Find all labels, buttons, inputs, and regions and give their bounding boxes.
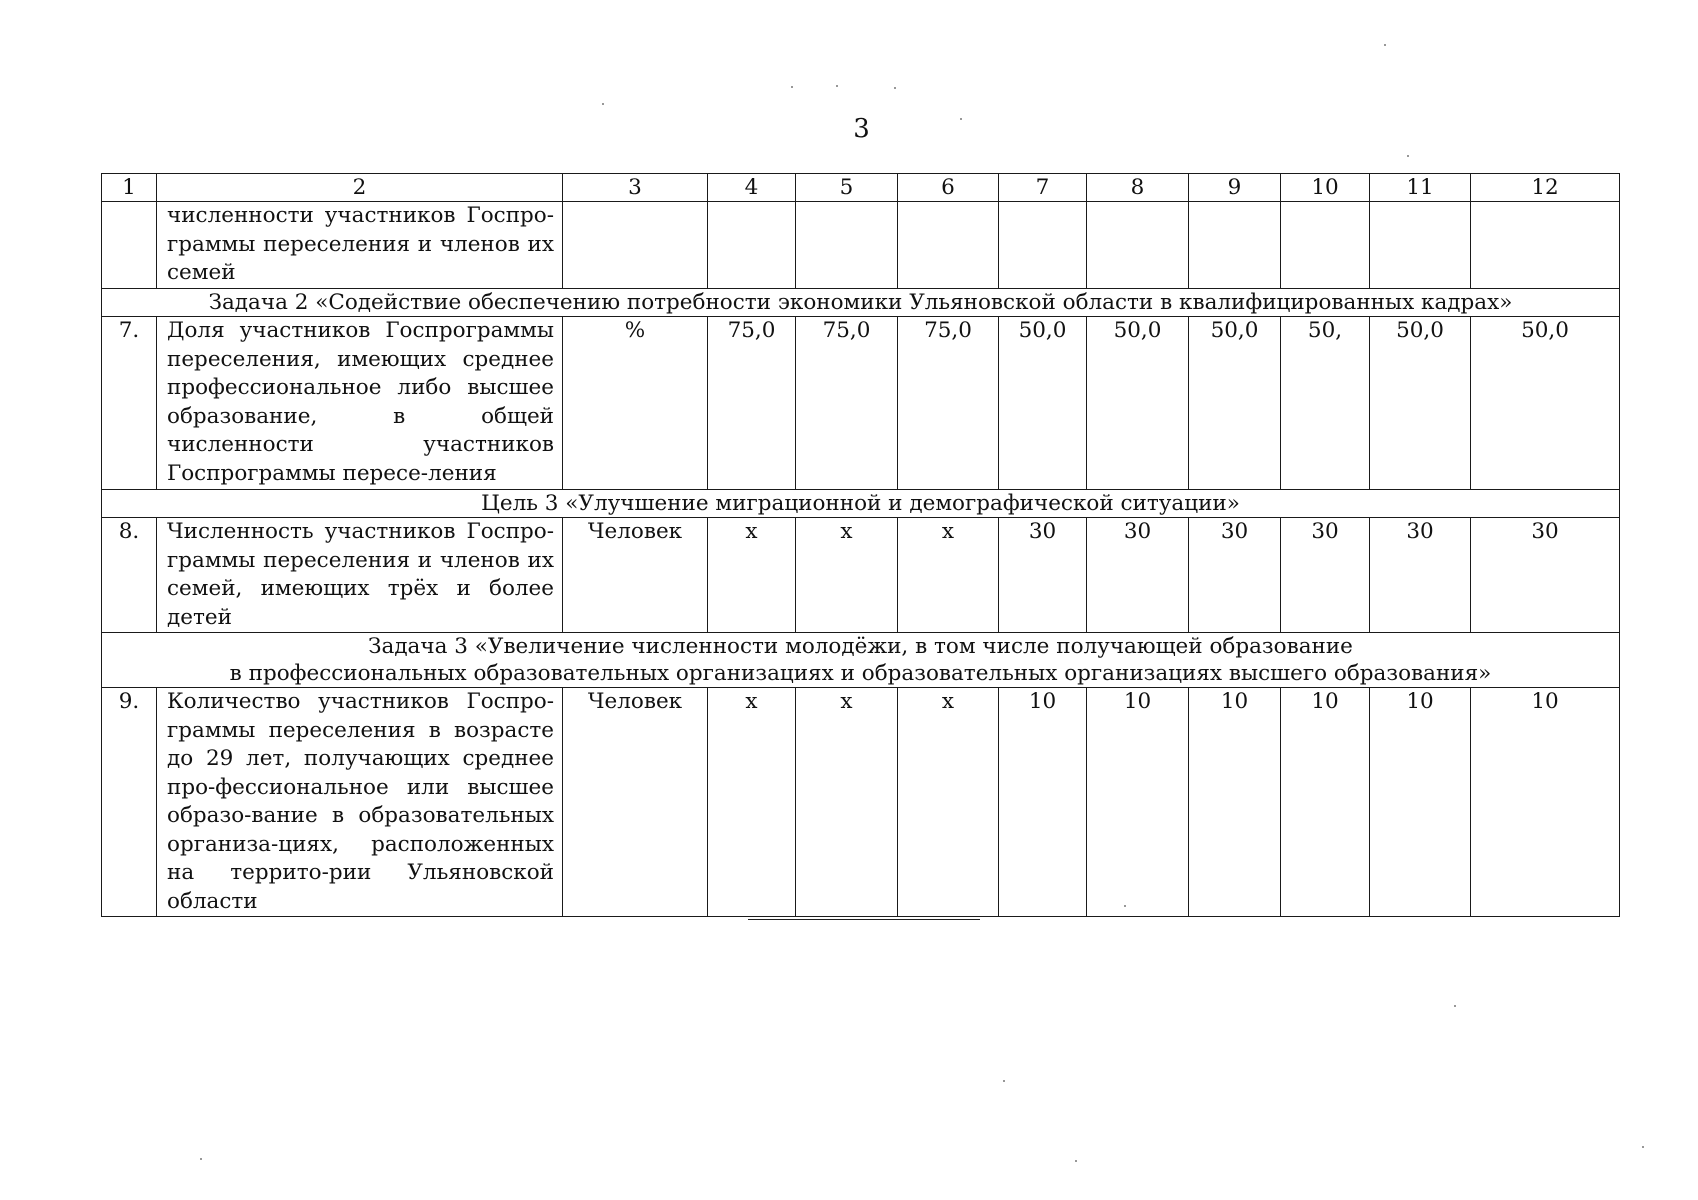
unit-cell: % (563, 317, 708, 490)
table-row-8 (102, 518, 1620, 633)
value-cell: х (796, 518, 898, 633)
table-cell (1281, 202, 1370, 289)
section-heading-row (102, 633, 1620, 688)
scan-speck (894, 87, 896, 89)
scan-speck (960, 118, 962, 120)
value-cell: 30 (1370, 518, 1471, 633)
value-cell: 10 (1471, 688, 1620, 917)
scan-speck (1003, 1080, 1005, 1082)
table-cell (1370, 202, 1471, 289)
indicator-description: Количество участников Госпро-граммы переселения в возрасте до 29 лет, получающих среднее про-фессиональное или высшее образо-вание в образовательных организа-циях, расположенных на террито-рии Ульяновской области (157, 688, 563, 917)
value-cell: 50,0 (999, 317, 1087, 490)
page-number: 3 (853, 114, 871, 144)
value-cell: х (898, 518, 999, 633)
unit-cell: Человек (563, 518, 708, 633)
unit-cell: Человек (563, 688, 708, 917)
indicator-description: Численность участников Госпро-граммы переселения и членов их семей, имеющих трёх и более детей (157, 518, 563, 633)
scan-speck (1384, 44, 1386, 46)
table-cell (796, 202, 898, 289)
table-cell (898, 202, 999, 289)
column-header: 8 (1087, 174, 1189, 202)
scan-speck (1075, 1160, 1077, 1162)
value-cell: 75,0 (708, 317, 796, 490)
table-cell (708, 202, 796, 289)
column-header: 1 (102, 174, 157, 202)
indicator-description: численности участников Госпро-граммы переселения и членов их семей (157, 202, 563, 289)
table-cell (1087, 202, 1189, 289)
table-row-9 (102, 688, 1620, 917)
closing-rule (748, 919, 980, 920)
row-number: 7. (102, 317, 157, 490)
value-cell: 75,0 (898, 317, 999, 490)
section-heading-row (102, 490, 1620, 518)
value-cell: 50,0 (1471, 317, 1620, 490)
table-row-7 (102, 317, 1620, 490)
value-cell: х (708, 518, 796, 633)
table-cell (1471, 202, 1620, 289)
value-cell: 30 (1471, 518, 1620, 633)
scan-speck (1642, 1146, 1644, 1148)
value-cell: 50, (1281, 317, 1370, 490)
indicators-table (101, 173, 1620, 917)
continuation-row (102, 202, 1620, 289)
value-cell: х (708, 688, 796, 917)
column-header: 10 (1281, 174, 1370, 202)
task3-heading-line2: в профессиональных образовательных организациях и образовательных организациях высшего образования» (229, 661, 1492, 686)
column-header: 9 (1189, 174, 1281, 202)
task2-heading: Задача 2 «Содействие обеспечению потребности экономики Ульяновской области в квалифицированных кадрах» (102, 289, 1620, 317)
column-header: 11 (1370, 174, 1471, 202)
task3-heading-line1: Задача 3 «Увеличение численности молодёжи, в том числе получающей образование (368, 634, 1353, 659)
scan-speck (836, 85, 838, 87)
value-cell: 10 (1189, 688, 1281, 917)
value-cell: 75,0 (796, 317, 898, 490)
scan-speck (1454, 1005, 1456, 1007)
section-heading-row (102, 289, 1620, 317)
scan-speck (1124, 905, 1126, 907)
column-header: 12 (1471, 174, 1620, 202)
value-cell: х (898, 688, 999, 917)
value-cell: 50,0 (1087, 317, 1189, 490)
value-cell: 50,0 (1189, 317, 1281, 490)
scan-speck (200, 1158, 202, 1160)
column-header: 4 (708, 174, 796, 202)
goal3-heading: Цель 3 «Улучшение миграционной и демографической ситуации» (102, 490, 1620, 518)
table-cell (563, 202, 708, 289)
column-header-row (102, 174, 1620, 202)
column-header: 5 (796, 174, 898, 202)
table-cell (999, 202, 1087, 289)
value-cell: 30 (999, 518, 1087, 633)
row-number: 9. (102, 688, 157, 917)
value-cell: 30 (1281, 518, 1370, 633)
value-cell: 10 (1281, 688, 1370, 917)
scan-speck (602, 103, 604, 105)
row-number: 8. (102, 518, 157, 633)
value-cell: 10 (1370, 688, 1471, 917)
indicator-description: Доля участников Госпрограммы переселения, имеющих среднее профессиональное либо высшее образование, в общей численности участников Госпрограммы пересе-ления (157, 317, 563, 490)
column-header: 7 (999, 174, 1087, 202)
value-cell: 30 (1189, 518, 1281, 633)
column-header: 3 (563, 174, 708, 202)
value-cell: 50,0 (1370, 317, 1471, 490)
table-cell (1189, 202, 1281, 289)
column-header: 6 (898, 174, 999, 202)
scan-speck (791, 86, 793, 88)
task3-heading (102, 633, 1620, 688)
value-cell: х (796, 688, 898, 917)
row-number-empty (102, 202, 157, 289)
column-header: 2 (157, 174, 563, 202)
value-cell: 10 (1087, 688, 1189, 917)
value-cell: 10 (999, 688, 1087, 917)
value-cell: 30 (1087, 518, 1189, 633)
scan-speck (1407, 155, 1409, 157)
